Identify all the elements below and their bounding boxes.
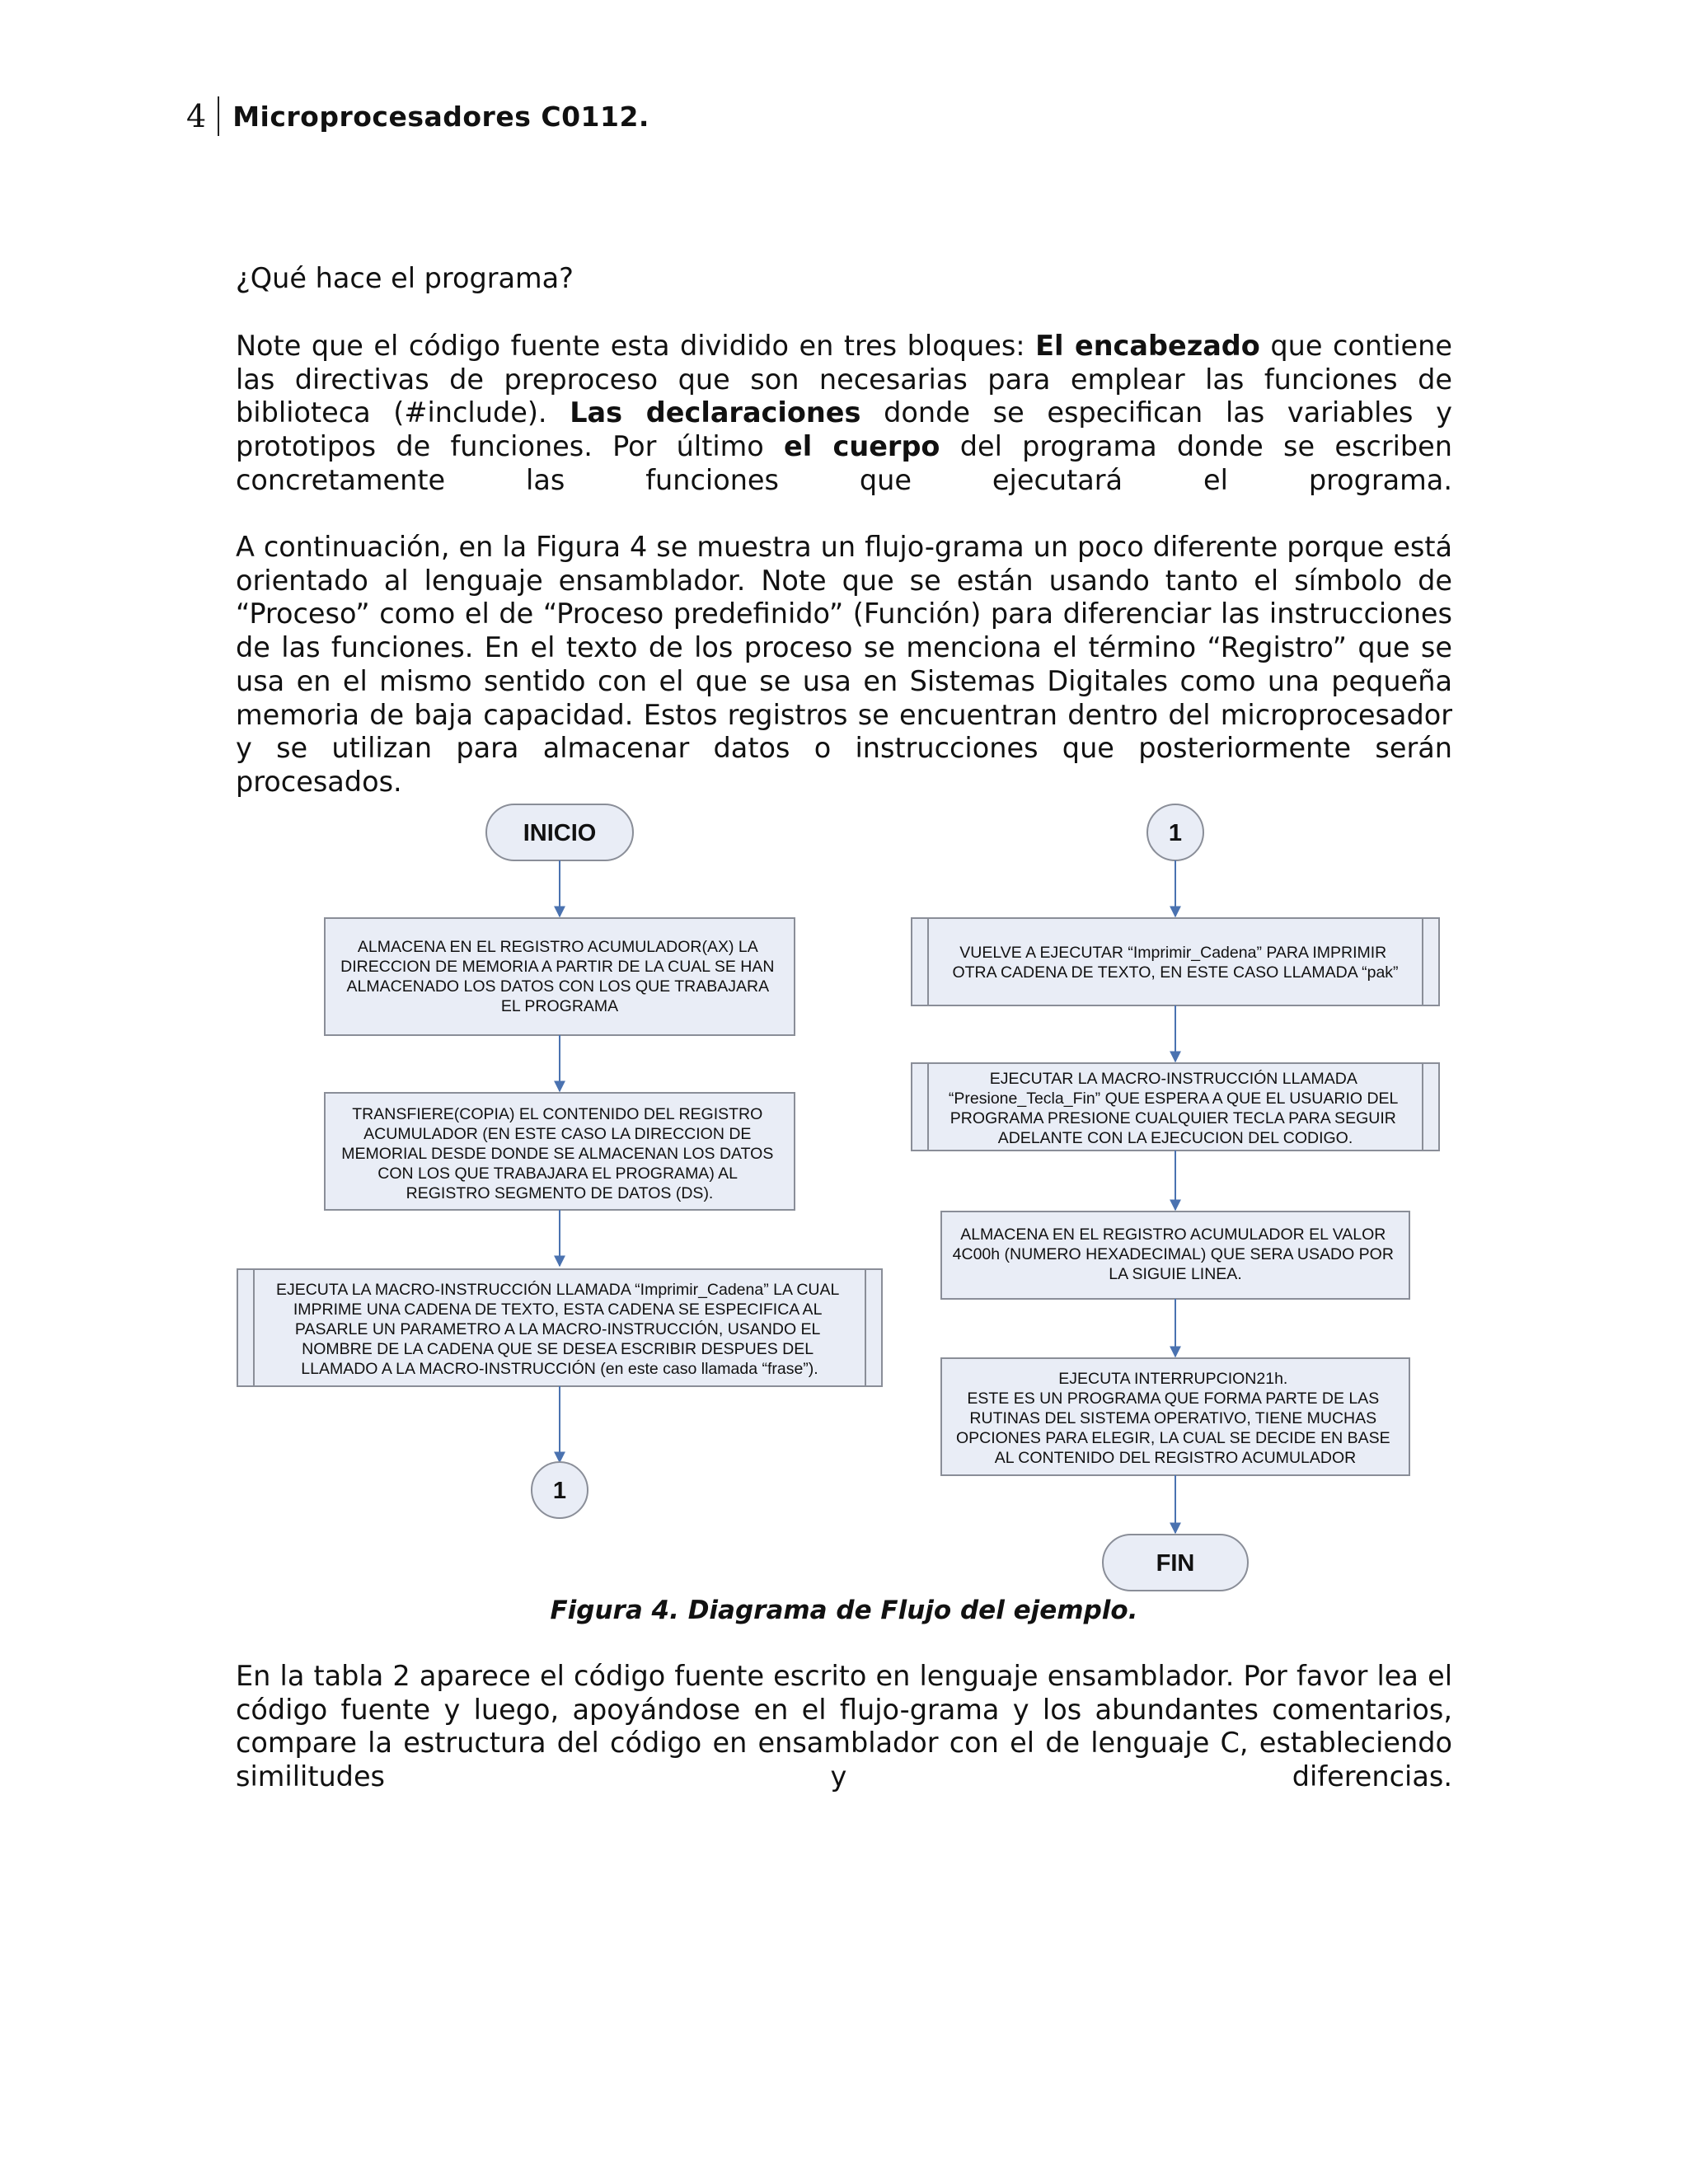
connector-label: 1 [552,1478,567,1504]
end-label: FIN [1156,1550,1195,1577]
process-text-int21h: EJECUTA INTERRUPCION21h. ESTE ES UN PROGRAMA QUE FORMA PARTE DE LAS RUTINAS DEL SISTEMA OPERATIVO, TIENE MUCHAS OPCIONES PARA ELEGIR, LA CUAL SE DECIDE EN BASE AL CONTENIDO DEL REGISTRO ACUMULADOR [955,1370,1390,1467]
continuation-paragraph: A continuación, en la Figura 4 se muestra un flujo-grama un poco diferente porque está orientado al lenguaje ensamblador. Note que se están usando tanto el símbolo de “Proceso” como el de “Proceso predefinido” (Función) para diferenciar las instrucciones de las funciones. En el texto de los proceso se menciona el término “Registro” que se usa en el mismo sentido con el que se usa en Sistemas Digitales como una pequeña memoria de baja capacidad. Estos registros se encuentran dentro del microprocesador y se utilizan para almacenar datos o instrucciones que posteriormente serán procesados. [236,531,1452,798]
predefined-process-print-pak [912,918,1439,1005]
note-bold-declarations: Las declaraciones [570,396,861,429]
process-text-transfer-ds: TRANSFIERE(COPIA) EL CONTENIDO DEL REGISTRO ACUMULADOR (EN ESTE CASO LA DIRECCION DE MEMORIAL DESDE DONDE SE ALMACENAN LOS DATOS CON LOS QUE TRABAJARA EL PROGRAMA) AL REGISTRO SEGMENTO DE DATOS (DS). [341,1105,774,1202]
page-number: 4 [186,98,207,134]
process-box-store-ax [325,918,795,1035]
document-title: Microprocesadores C0112. [232,100,649,133]
note-bold-header: El encabezado [1035,330,1260,362]
figure-caption: Figura 4. Diagrama de Flujo del ejemplo. [550,1596,1138,1625]
process-text-print-frase: EJECUTA LA MACRO-INSTRUCCIÓN LLAMADA “Imprimir_Cadena” LA CUAL IMPRIME UNA CADENA DE TEXTO, ESTA CADENA SE ESPECIFICA AL PASARLE UN PARAMETRO A LA MACRO-INSTRUCCIÓN, USANDO EL NOMBRE DE LA CADENA QUE SE DESEA ESCRIBIR DESPUES DEL LLAMADO A LA MACRO-INSTRUCCIÓN (en este caso llamada “frase”). [275,1281,839,1378]
closing-paragraph: En la tabla 2 aparece el código fuente escrito en lenguaje ensamblador. Por favor lea el código fuente y luego, apoyándose en el flujo-grama y los abundantes comentarios, compare la estructura del código en ensamblador con el de lenguaje C, estableciendo similitudes y diferencias. [236,1660,1452,1793]
connector-label: 1 [1168,820,1183,846]
page-header [186,97,649,135]
note-text-1: Note que el código fuente esta dividido en tres bloques: [236,330,1036,362]
note-text-4: del programa donde se escriben concretamente las funciones que ejecutará el programa. [236,430,1453,496]
process-text-store-4c00h: ALMACENA EN EL REGISTRO ACUMULADOR EL VALOR 4C00h (NUMERO HEXADECIMAL) QUE SERA USADO POR LA SIGUIE LINEA. [952,1226,1394,1283]
process-text-wait-key: EJECUTAR LA MACRO-INSTRUCCIÓN LLAMADA “Presione_Tecla_Fin” QUE ESPERA A QUE EL USUARIO DEL PROGRAMA PRESIONE CUALQUIER TECLA PARA SEGUIR ADELANTE CON LA EJECUCION DEL CODIGO. [948,1070,1398,1147]
note-paragraph [236,330,1452,531]
start-label: INICIO [523,820,597,846]
process-text-print-pak: VUELVE A EJECUTAR “Imprimir_Cadena” PARA IMPRIMIR OTRA CADENA DE TEXTO, EN ESTE CASO LLAMADA “pak” [952,944,1399,982]
note-bold-body: el cuerpo [784,430,940,463]
question-paragraph: ¿Qué hace el programa? [236,262,574,294]
flowchart-diagram [231,796,1451,1596]
header-divider [218,96,219,136]
note-text-3: donde se especifican las variables y prototipos de funciones. Por último [236,396,1452,463]
note-text-2: que contiene las directivas de preproceso que son necesarias para emplear las funciones de biblioteca (#include). [236,330,1452,429]
process-text-store-ax: ALMACENA EN EL REGISTRO ACUMULADOR(AX) LA DIRECCION DE MEMORIA A PARTIR DE LA CUAL SE HAN ALMACENADO LOS DATOS CON LOS QUE TRABAJARA EL PROGRAMA [340,938,775,1015]
